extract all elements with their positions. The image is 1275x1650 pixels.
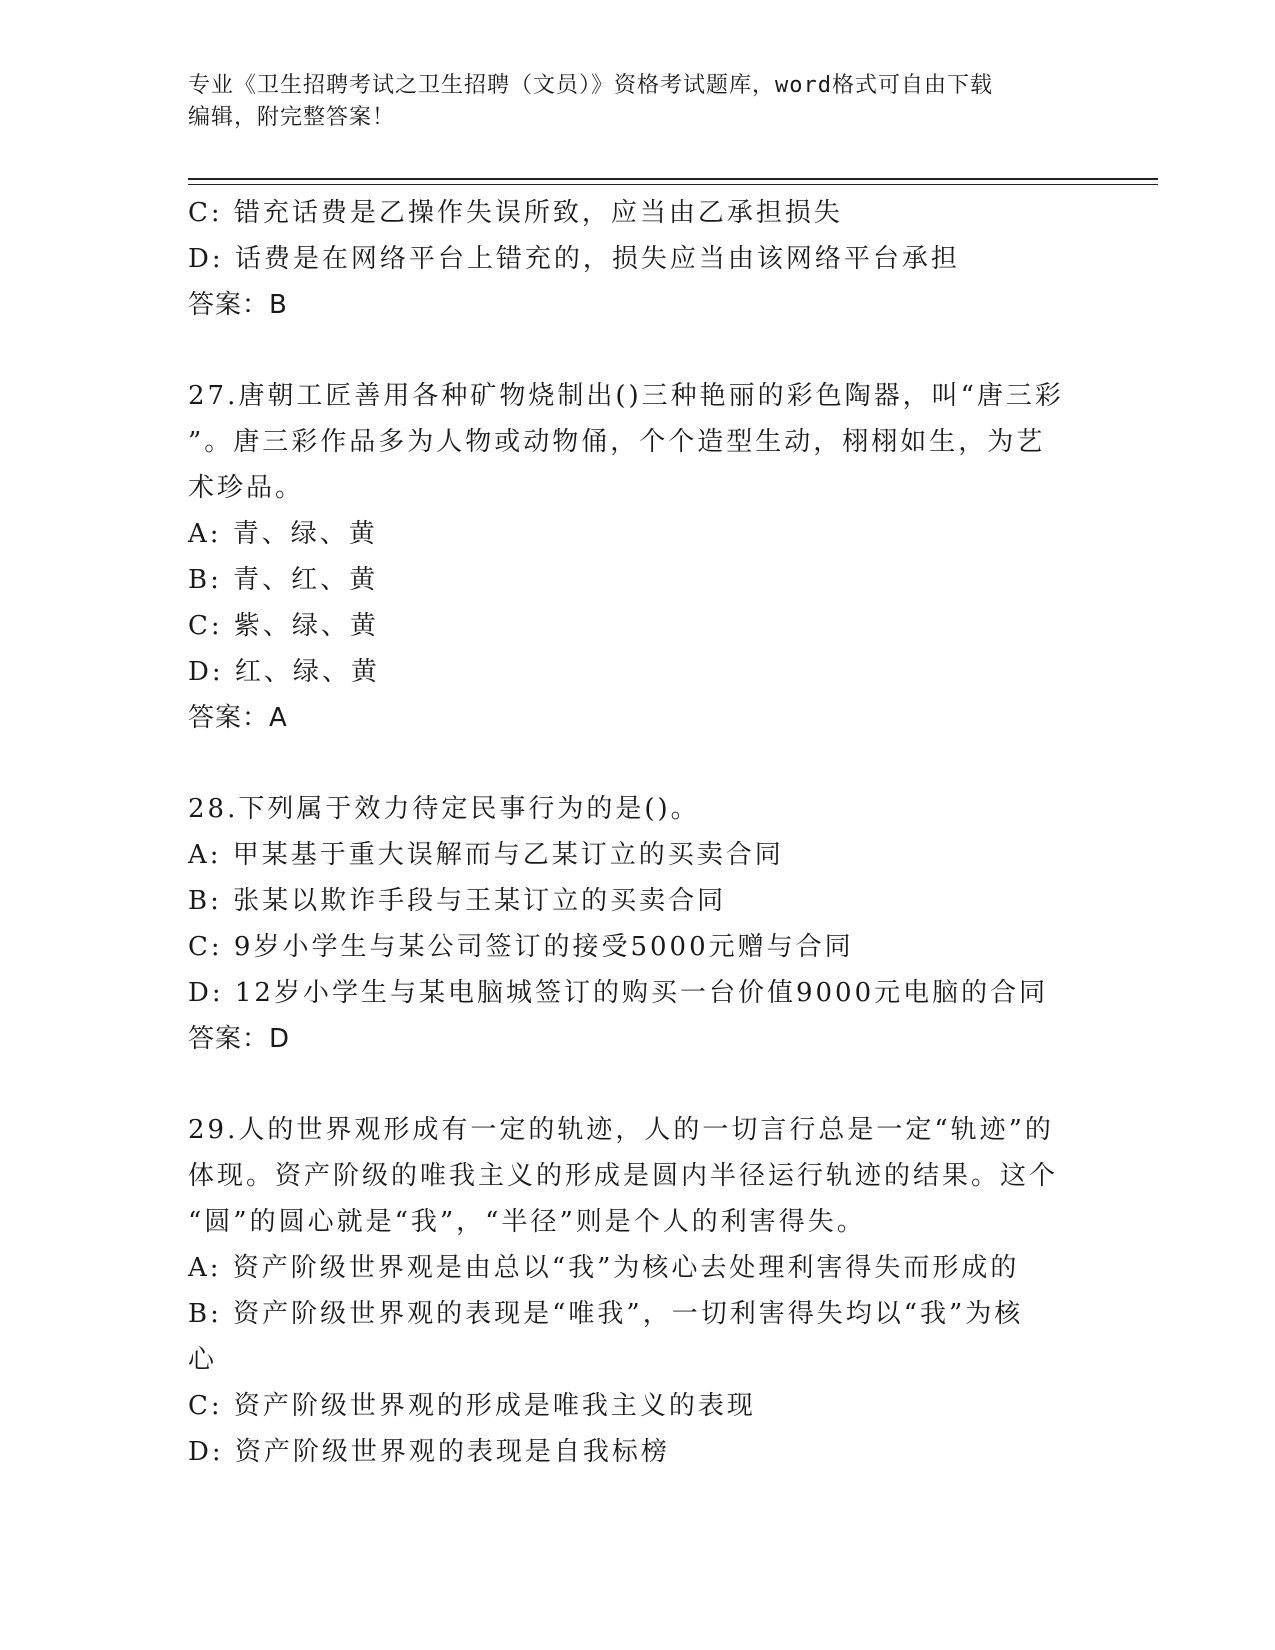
- option-c: C: 错充话费是乙操作失误所致，应当由乙承担损失: [188, 198, 843, 228]
- question-27: [188, 373, 1088, 741]
- question-stem-line: 27.唐朝工匠善用各种矿物烧制出()三种艳丽的彩色陶器，叫“唐三彩: [188, 381, 1064, 411]
- document-header: [188, 70, 1088, 134]
- question-stem-line: 29.人的世界观形成有一定的轨迹，人的一切言行总是一定“轨迹”的: [188, 1115, 1054, 1145]
- option-a: A: 甲某基于重大误解而与乙某订立的买卖合同: [188, 840, 784, 870]
- question-content: [188, 190, 1088, 1475]
- question-stem-line: 术珍品。: [188, 473, 305, 503]
- option-a: A: 青、绿、黄: [188, 519, 378, 549]
- option-d: D: 12岁小学生与某电脑城签订的购买一台价值9000元电脑的合同: [188, 978, 1049, 1008]
- answer-line: 答案：A: [188, 703, 288, 733]
- question-stem-line: 28.下列属于效力待定民事行为的是()。: [188, 794, 700, 824]
- answer-line: 答案：D: [188, 1024, 291, 1054]
- option-d: D: 红、绿、黄: [188, 657, 380, 687]
- answer-line: 答案：B: [188, 290, 288, 320]
- question-26-tail: [188, 190, 1088, 328]
- header-divider-thick: [188, 178, 1158, 180]
- option-c: C: 9岁小学生与某公司签订的接受5000元赠与合同: [188, 932, 854, 962]
- header-line-1: 专业《卫生招聘考试之卫生招聘（文员）》资格考试题库，word格式可自由下载: [188, 73, 993, 98]
- option-d: D: 话费是在网络平台上错充的，损失应当由该网络平台承担: [188, 244, 960, 274]
- question-stem-line: 体现。资产阶级的唯我主义的形成是圆内半径运行轨迹的结果。这个: [188, 1161, 1059, 1191]
- option-b: B: 张某以欺诈手段与王某订立的买卖合同: [188, 886, 727, 916]
- option-b: B: 青、红、黄: [188, 565, 379, 595]
- question-stem-line: “圆”的圆心就是“我”，“半径”则是个人的利害得失。: [188, 1207, 866, 1237]
- header-divider-thin: [188, 184, 1158, 185]
- option-b-continuation: 心: [188, 1345, 218, 1375]
- question-stem-line: ”。唐三彩作品多为人物或动物俑，个个造型生动，栩栩如生，为艺: [188, 427, 1046, 457]
- header-line-2: 编辑，附完整答案！: [188, 105, 396, 130]
- option-a: A: 资产阶级世界观是由总以“我”为核心去处理利害得失而形成的: [188, 1253, 1020, 1283]
- option-c: C: 紫、绿、黄: [188, 611, 379, 641]
- option-b: B: 资产阶级世界观的表现是“唯我”，一切利害得失均以“我”为核: [188, 1299, 1024, 1329]
- option-c: C: 资产阶级世界观的形成是唯我主义的表现: [188, 1391, 756, 1421]
- question-28: [188, 786, 1088, 1062]
- question-29: [188, 1107, 1088, 1475]
- option-d: D: 资产阶级世界观的表现是自我标榜: [188, 1437, 670, 1467]
